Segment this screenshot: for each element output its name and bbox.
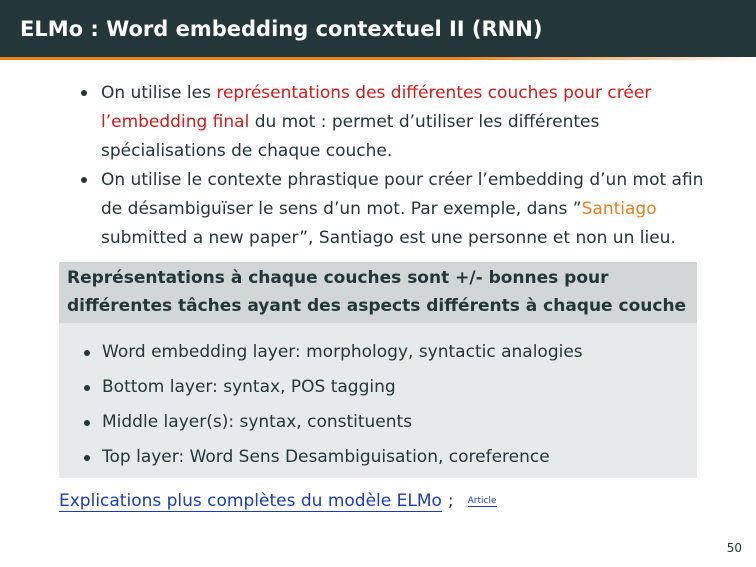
block-item: Word embedding layer: morphology, syntactic analogies (81, 335, 697, 370)
page-number: 50 (726, 541, 742, 555)
article-link[interactable]: Article (467, 496, 497, 506)
block-title: Représentations à chaque couches sont +/- bonnes pour différentes tâches ayant des aspects différents à chaque couche (59, 262, 697, 323)
link-separator: ; (447, 491, 454, 511)
elmo-explanation-link[interactable]: Explications plus complètes du modèle ELMo (59, 491, 442, 511)
bullet-text: On utilise les (101, 83, 217, 103)
bullet-text: On utilise le contexte phrastique pour créer l’embedding d’un mot afin de désambiguïser le sens d’un mot. Par exemple, dans ” (101, 170, 704, 219)
title-underline (0, 57, 756, 60)
bullet-text: submitted a new paper”, Santiago est une personne et non un lieu. (101, 228, 676, 248)
slide-titlebar (0, 0, 756, 57)
highlight-text: Santiago (581, 199, 657, 219)
block-item: Bottom layer: syntax, POS tagging (81, 370, 697, 405)
bullet-list (78, 79, 718, 253)
block-item: Top layer: Word Sens Desambiguisation, coreference (81, 440, 697, 475)
bullet-text: du mot : permet d’utiliser les différentes spécialisations de chaque couche. (101, 112, 600, 161)
block-item: Middle layer(s): syntax, constituents (81, 405, 697, 440)
bullet-item (78, 166, 718, 253)
slide-title: ELMo : Word embedding contextuel II (RNN) (20, 16, 543, 41)
info-block (59, 262, 697, 478)
bullet-item (78, 79, 718, 166)
links-row (59, 487, 497, 515)
highlight-text: représentations des différentes couches pour créer l’embedding final (101, 83, 652, 132)
block-list (59, 323, 697, 478)
